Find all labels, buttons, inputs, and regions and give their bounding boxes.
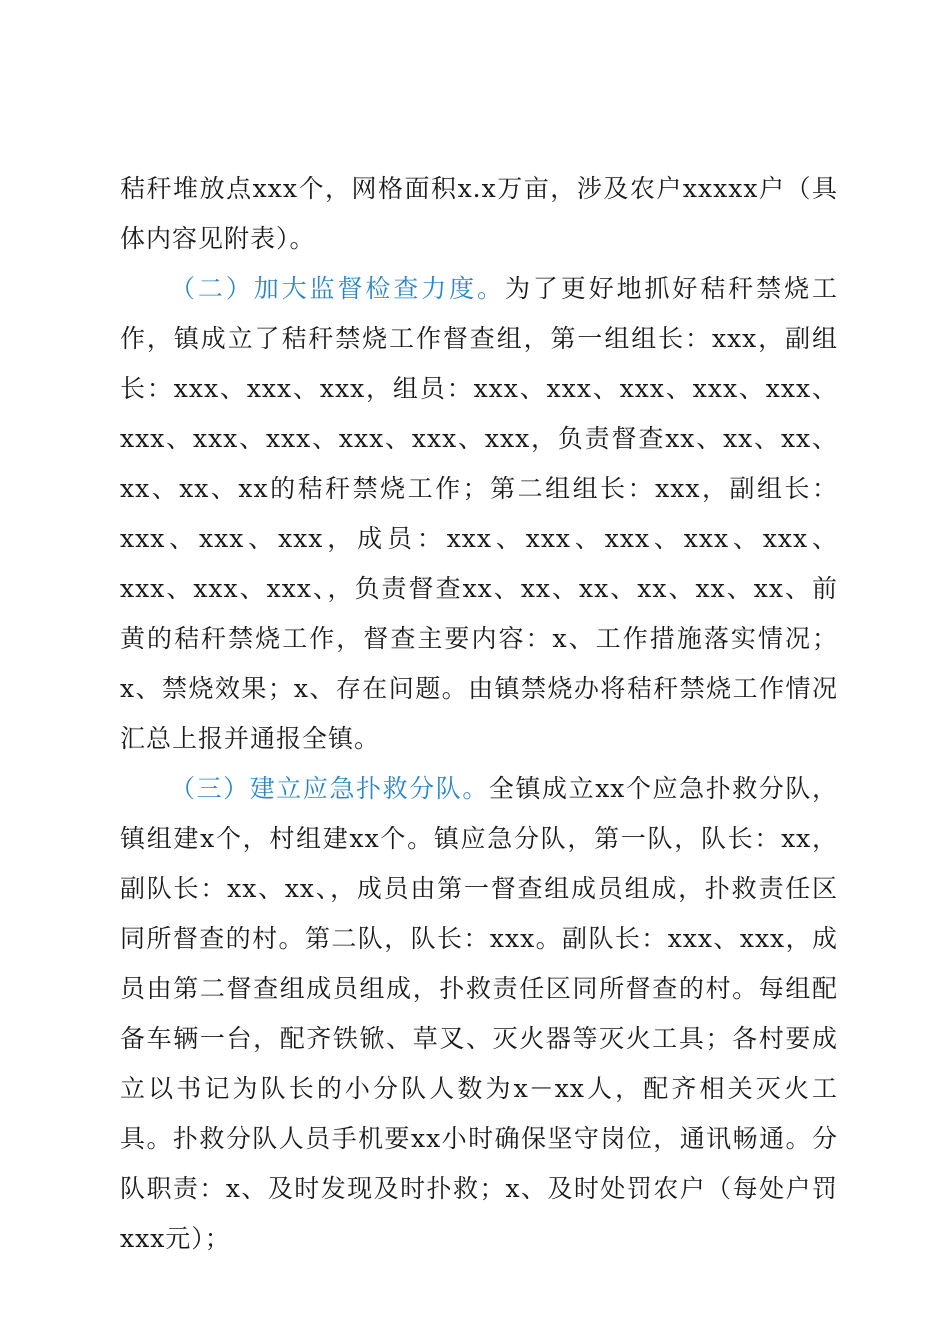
section-heading-2: （二）加大监督检查力度。 (170, 274, 505, 303)
paragraph-1 (120, 164, 838, 264)
paragraph-2 (120, 264, 838, 764)
paragraph-1-text: 秸秆堆放点xxx个，网格面积x.x万亩，涉及农户xxxxx户（具体内容见附表）。 (120, 174, 838, 253)
paragraph-2-text: 为了更好地抓好秸秆禁烧工作，镇成立了秸秆禁烧工作督查组，第一组组长：xxx，副组长：xxx、xxx、xxx，组员：xxx、xxx、xxx、xxx、xxx、xxx、xxx、xxx、xxx、xxx、xxx，负责督查xx、xx、xx、xx、xx、xx的秸秆禁烧工作；第二组组长：xxx，副组长：xxx、xxx、xxx，成员：xxx、xxx、xxx、xxx、xxx、xxx、xxx、xxx、，负责督查xx、xx、xx、xx、xx、xx、前黄的秸秆禁烧工作，督查主要内容：x、工作措施落实情况；x、禁烧效果；x、存在问题。由镇禁烧办将秸秆禁烧工作情况汇总上报并通报全镇。 (120, 274, 838, 753)
document-body (120, 164, 838, 1264)
section-heading-3: （三）建立应急扑救分队。 (170, 774, 489, 803)
paragraph-3-text: 全镇成立xx个应急扑救分队，镇组建x个，村组建xx个。镇应急分队，第一队，队长：xx，副队长：xx、xx、，成员由第一督查组成员组成，扑救责任区同所督查的村。第二队，队长：xxx。副队长：xxx、xxx，成员由第二督查组成员组成，扑救责任区同所督查的村。每组配备车辆一台，配齐铁锨、草叉、灭火器等灭火工具；各村要成立以书记为队长的小分队人数为x－xx人，配齐相关灭火工具。扑救分队人员手机要xx小时确保坚守岗位，通讯畅通。分队职责：x、及时发现及时扑救；x、及时处罚农户（每处户罚xxx元）； (120, 774, 838, 1253)
paragraph-3 (120, 764, 838, 1264)
